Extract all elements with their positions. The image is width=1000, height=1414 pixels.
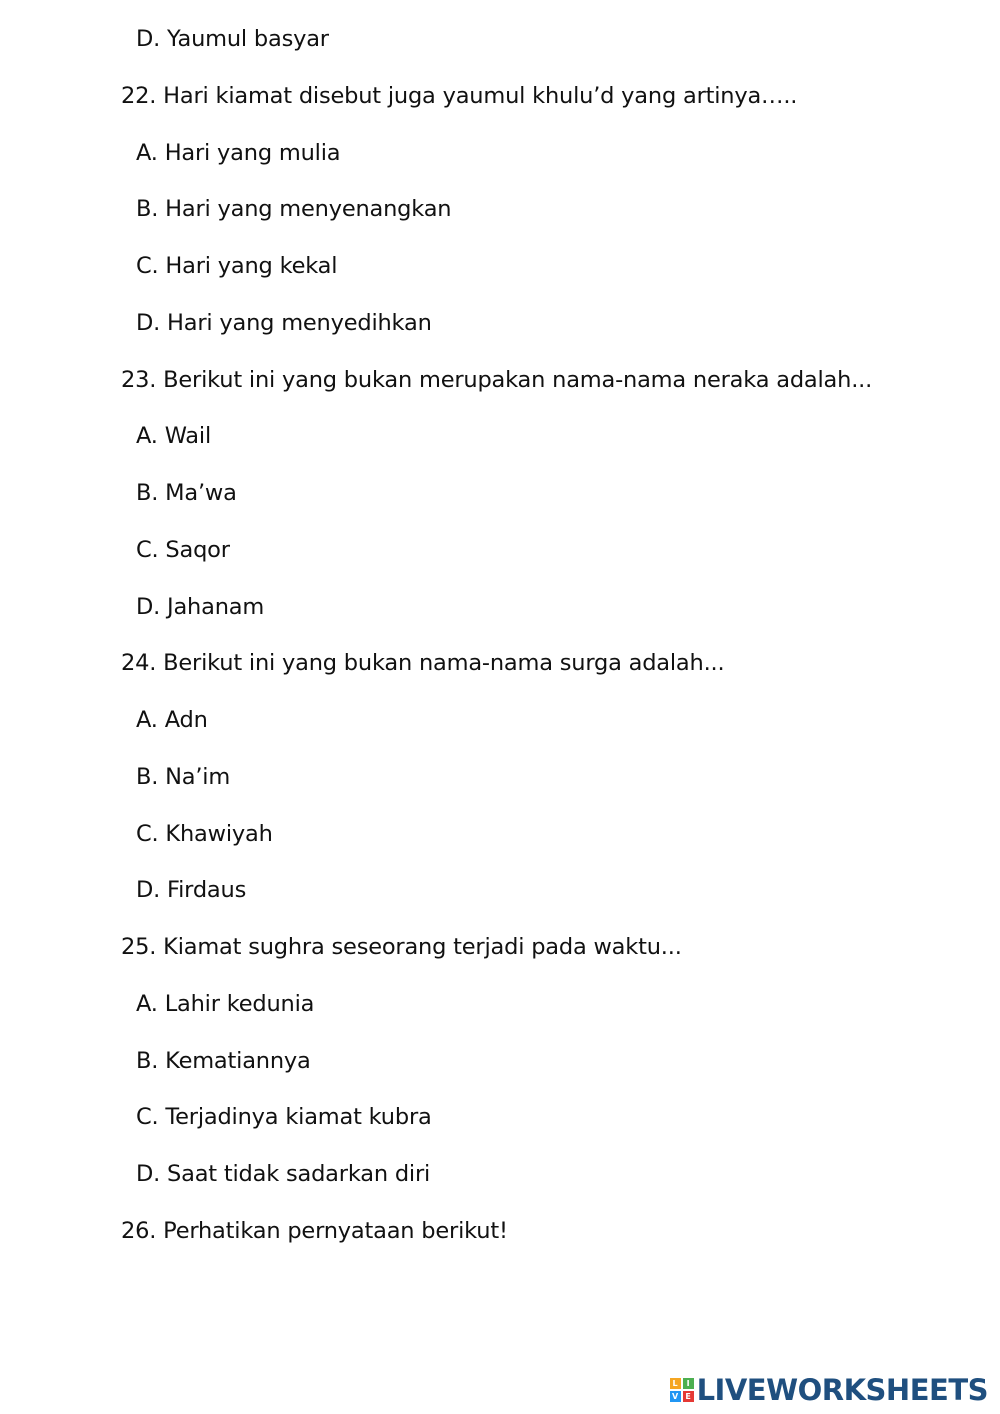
logo-tile-e: E: [683, 1391, 694, 1402]
option-25-b[interactable]: B. Kematiannya: [136, 1048, 311, 1074]
logo-wordmark: LIVEWORKSHEETS: [696, 1373, 988, 1407]
question-22: 22. Hari kiamat disebut juga yaumul khulu’d yang artinya…..: [121, 83, 798, 109]
option-22-d[interactable]: D. Hari yang menyedihkan: [136, 310, 432, 336]
option-23-d[interactable]: D. Jahanam: [136, 594, 265, 620]
question-24: 24. Berikut ini yang bukan nama-nama surga adalah...: [121, 650, 725, 676]
option-22-b[interactable]: B. Hari yang menyenangkan: [136, 196, 452, 222]
option-24-c[interactable]: C. Khawiyah: [136, 821, 273, 847]
option-24-b[interactable]: B. Na’im: [136, 764, 231, 790]
option-23-b[interactable]: B. Ma’wa: [136, 480, 237, 506]
question-26: 26. Perhatikan pernyataan berikut!: [121, 1218, 508, 1244]
option-25-c[interactable]: C. Terjadinya kiamat kubra: [136, 1104, 432, 1130]
option-25-d[interactable]: D. Saat tidak sadarkan diri: [136, 1161, 431, 1187]
option-23-a[interactable]: A. Wail: [136, 423, 211, 449]
option-25-a[interactable]: A. Lahir kedunia: [136, 991, 315, 1017]
logo-tile-v: V: [670, 1391, 681, 1402]
logo-tile-l: L: [670, 1378, 681, 1389]
option-24-d[interactable]: D. Firdaus: [136, 877, 247, 903]
option-22-c[interactable]: C. Hari yang kekal: [136, 253, 338, 279]
logo-tile-i: I: [683, 1378, 694, 1389]
option-22-a[interactable]: A. Hari yang mulia: [136, 140, 341, 166]
option-23-c[interactable]: C. Saqor: [136, 537, 230, 563]
logo-grid-icon: [670, 1378, 694, 1402]
question-23: 23. Berikut ini yang bukan merupakan nama-nama neraka adalah...: [121, 367, 873, 393]
liveworksheets-logo: [670, 1372, 988, 1408]
question-25: 25. Kiamat sughra seseorang terjadi pada waktu...: [121, 934, 682, 960]
option-24-a[interactable]: A. Adn: [136, 707, 208, 733]
option-21-d[interactable]: D. Yaumul basyar: [136, 26, 329, 52]
